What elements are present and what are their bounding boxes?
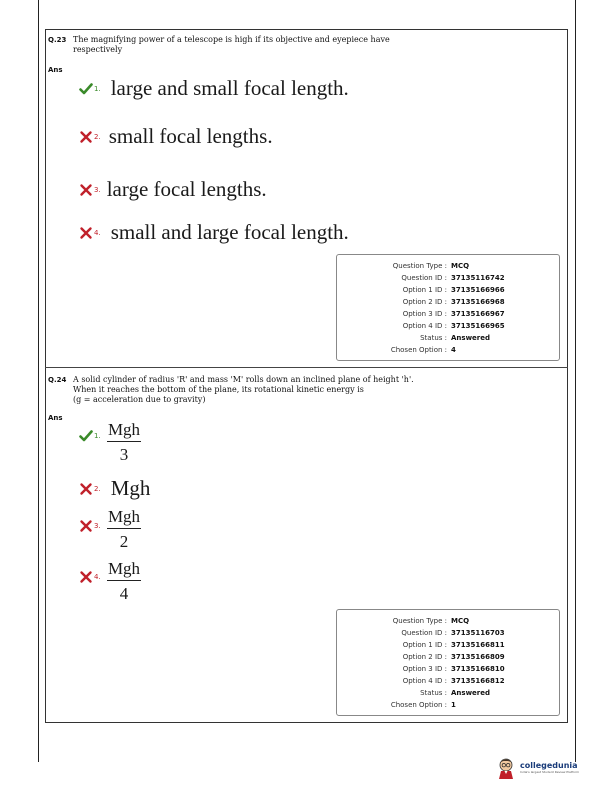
ans-label: Ans — [48, 66, 63, 74]
question-number: Q.23 — [48, 36, 67, 44]
option-number: 2. — [94, 132, 101, 141]
info-row-option-3-id: Option 3 ID : 37135166810 — [402, 665, 505, 673]
fraction-bar — [107, 441, 141, 442]
question-text-line: (g = acceleration due to gravity) — [73, 395, 206, 404]
option-text: Mgh — [110, 476, 151, 500]
question-text-line: The magnifying power of a telescope is high if its objective and eyepiece have — [73, 35, 390, 44]
cross-icon — [79, 570, 93, 584]
info-row-option-1-id: Option 1 ID : 37135166811 — [402, 641, 505, 649]
logo-name: collegedunia — [520, 761, 578, 770]
fraction-denominator: 4 — [119, 584, 129, 603]
check-icon — [79, 82, 93, 96]
info-row-option-3-id: Option 3 ID : 37135166967 — [402, 310, 505, 318]
ans-label: Ans — [48, 414, 63, 422]
info-row-chosen-option: Chosen Option : 1 — [390, 701, 456, 709]
info-row-option-2-id: Option 2 ID : 37135166809 — [402, 653, 505, 661]
right-margin-line — [575, 0, 576, 762]
option-fraction — [107, 507, 141, 551]
info-row-option-4-id: Option 4 ID : 37135166812 — [402, 677, 505, 685]
info-row-option-4-id: Option 4 ID : 37135166965 — [402, 322, 505, 330]
option-3 — [79, 177, 267, 202]
option-text: small focal lengths. — [108, 124, 273, 148]
cross-icon — [79, 130, 93, 144]
question-text-line: A solid cylinder of radius 'R' and mass 'M' rolls down an inclined plane of height 'h'. — [73, 375, 414, 384]
option-2 — [79, 476, 150, 501]
fraction-numerator: Mgh — [107, 559, 141, 578]
info-row-question-id: Question ID : 37135116742 — [401, 274, 505, 282]
cross-icon — [79, 519, 93, 533]
option-3 — [79, 519, 101, 533]
fraction-denominator: 3 — [119, 445, 129, 464]
cross-icon — [79, 226, 93, 240]
fraction-bar — [107, 528, 141, 529]
question-separator — [45, 367, 568, 368]
fraction-bar — [107, 580, 141, 581]
fraction-denominator: 2 — [119, 532, 129, 551]
info-row-status: Status : Answered — [420, 334, 490, 342]
info-row-chosen-option: Chosen Option : 4 — [390, 346, 456, 354]
option-1 — [79, 76, 349, 101]
question-text — [73, 35, 390, 55]
info-row-option-1-id: Option 1 ID : 37135166966 — [402, 286, 505, 294]
option-4 — [79, 220, 349, 245]
option-number: 3. — [94, 185, 101, 194]
cross-icon — [79, 183, 93, 197]
option-number: 2. — [94, 484, 101, 493]
question-info-box — [336, 254, 560, 361]
question-text — [73, 375, 414, 405]
option-number: 1. — [94, 84, 101, 93]
option-number: 1. — [94, 432, 101, 440]
option-number: 3. — [94, 522, 101, 530]
option-1 — [79, 429, 101, 443]
option-fraction — [107, 420, 141, 464]
option-fraction — [107, 559, 141, 603]
question-info-box — [336, 609, 560, 716]
left-margin-line — [38, 0, 39, 762]
option-text: large focal lengths. — [106, 177, 267, 201]
option-number: 4. — [94, 573, 101, 581]
option-text: small and large focal length. — [110, 220, 349, 244]
option-text: large and small focal length. — [110, 76, 349, 100]
info-row-status: Status : Answered — [420, 689, 490, 697]
option-number: 4. — [94, 228, 101, 237]
question-text-line: When it reaches the bottom of the plane, its rotational kinetic energy is — [73, 385, 364, 394]
check-icon — [79, 429, 93, 443]
info-row-question-type: Question Type : MCQ — [392, 617, 470, 625]
option-4 — [79, 570, 101, 584]
info-row-question-id: Question ID : 37135116703 — [401, 629, 505, 637]
cross-icon — [79, 482, 93, 496]
fraction-numerator: Mgh — [107, 420, 141, 439]
student-mascot-icon — [496, 757, 516, 779]
info-row-option-2-id: Option 2 ID : 37135166968 — [402, 298, 505, 306]
question-number: Q.24 — [48, 376, 67, 384]
fraction-numerator: Mgh — [107, 507, 141, 526]
collegedunia-logo — [496, 757, 579, 779]
logo-tagline: India's largest Student Review Platform — [520, 770, 580, 774]
info-row-question-type: Question Type : MCQ — [392, 262, 470, 270]
question-text-line: respectively — [73, 45, 123, 54]
option-2 — [79, 124, 273, 149]
